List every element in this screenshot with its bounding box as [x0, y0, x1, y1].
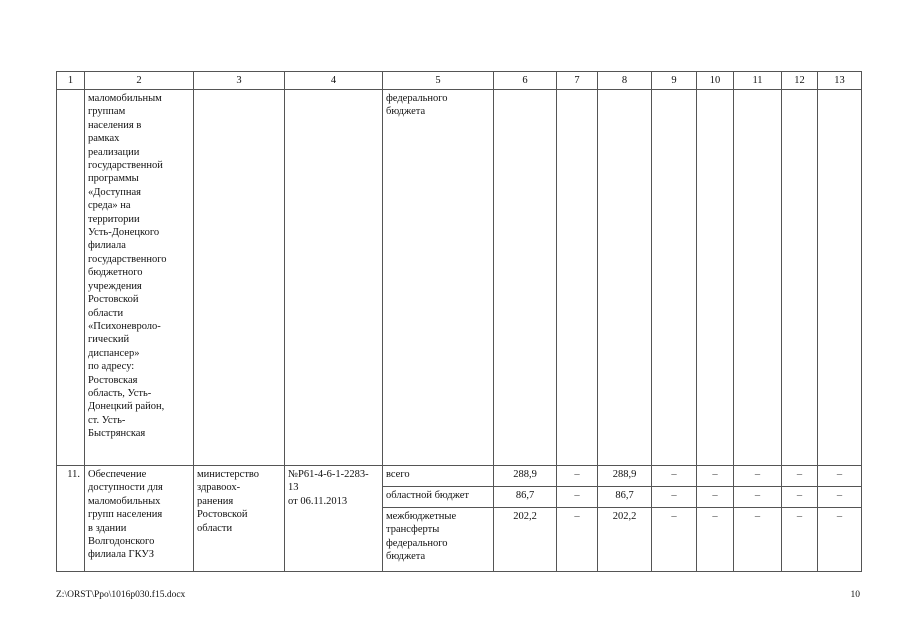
- empty-cell: [194, 90, 285, 466]
- value-cell: –: [652, 487, 697, 508]
- value-cell: 86,7: [494, 487, 557, 508]
- header-cell: 4: [285, 72, 383, 90]
- value-cell: –: [652, 508, 697, 572]
- empty-cell: [782, 90, 818, 466]
- continuation-description: маломобильным группам населения в рамках реализации государственной программы «Доступная среда» на территории Усть-Донецкого филиала государственного бюджетного учреждения Ростовской области «Психоневроло- гический диспансер» по адресу: Ростовская область, Усть- Донецкий район, ст. Усть- Быстрянская: [85, 90, 194, 466]
- item-number: 11.: [57, 466, 85, 572]
- header-cell: 6: [494, 72, 557, 90]
- empty-cell: [652, 90, 697, 466]
- value-cell: –: [818, 466, 862, 487]
- value-cell: 202,2: [598, 508, 652, 572]
- empty-cell: [598, 90, 652, 466]
- header-cell: 2: [85, 72, 194, 90]
- item-description: Обеспечение доступности для маломобильных групп населения в здании Волгодонского филиала ГКУЗ: [85, 466, 194, 572]
- header-cell: 13: [818, 72, 862, 90]
- header-cell: 11: [734, 72, 782, 90]
- value-cell: –: [557, 508, 598, 572]
- value-cell: –: [782, 508, 818, 572]
- value-cell: –: [697, 508, 734, 572]
- header-cell: 10: [697, 72, 734, 90]
- empty-cell: [557, 90, 598, 466]
- header-cell: 9: [652, 72, 697, 90]
- value-cell: 288,9: [494, 466, 557, 487]
- continuation-source: федерального бюджета: [383, 90, 494, 466]
- funding-source: областной бюджет: [383, 487, 494, 508]
- value-cell: –: [782, 487, 818, 508]
- value-cell: –: [734, 508, 782, 572]
- footer-file-path: Z:\ORST\Ppo\1016p030.f15.docx: [56, 590, 186, 600]
- empty-cell: [57, 90, 85, 466]
- header-cell: 1: [57, 72, 85, 90]
- value-cell: –: [818, 508, 862, 572]
- value-cell: –: [652, 466, 697, 487]
- value-cell: –: [734, 487, 782, 508]
- empty-cell: [494, 90, 557, 466]
- item-ministry: министерство здравоох- ранения Ростовской области: [194, 466, 285, 572]
- funding-source: межбюджетные трансферты федерального бюджета: [383, 508, 494, 572]
- empty-cell: [697, 90, 734, 466]
- continuation-row: [57, 90, 862, 466]
- header-cell: 3: [194, 72, 285, 90]
- empty-cell: [734, 90, 782, 466]
- header-cell: 7: [557, 72, 598, 90]
- value-cell: –: [818, 487, 862, 508]
- page-number: 10: [850, 590, 860, 600]
- empty-cell: [818, 90, 862, 466]
- table-row: [57, 466, 862, 487]
- value-cell: 86,7: [598, 487, 652, 508]
- header-cell: 12: [782, 72, 818, 90]
- funding-source: всего: [383, 466, 494, 487]
- empty-cell: [285, 90, 383, 466]
- budget-table: [56, 71, 862, 572]
- value-cell: –: [697, 466, 734, 487]
- item-document: №Р61-4-6-1-2283-13 от 06.11.2013: [285, 466, 383, 572]
- header-cell: 8: [598, 72, 652, 90]
- value-cell: –: [557, 487, 598, 508]
- value-cell: 202,2: [494, 508, 557, 572]
- value-cell: –: [782, 466, 818, 487]
- value-cell: –: [734, 466, 782, 487]
- value-cell: 288,9: [598, 466, 652, 487]
- header-row: [57, 72, 862, 90]
- header-cell: 5: [383, 72, 494, 90]
- value-cell: –: [697, 487, 734, 508]
- value-cell: –: [557, 466, 598, 487]
